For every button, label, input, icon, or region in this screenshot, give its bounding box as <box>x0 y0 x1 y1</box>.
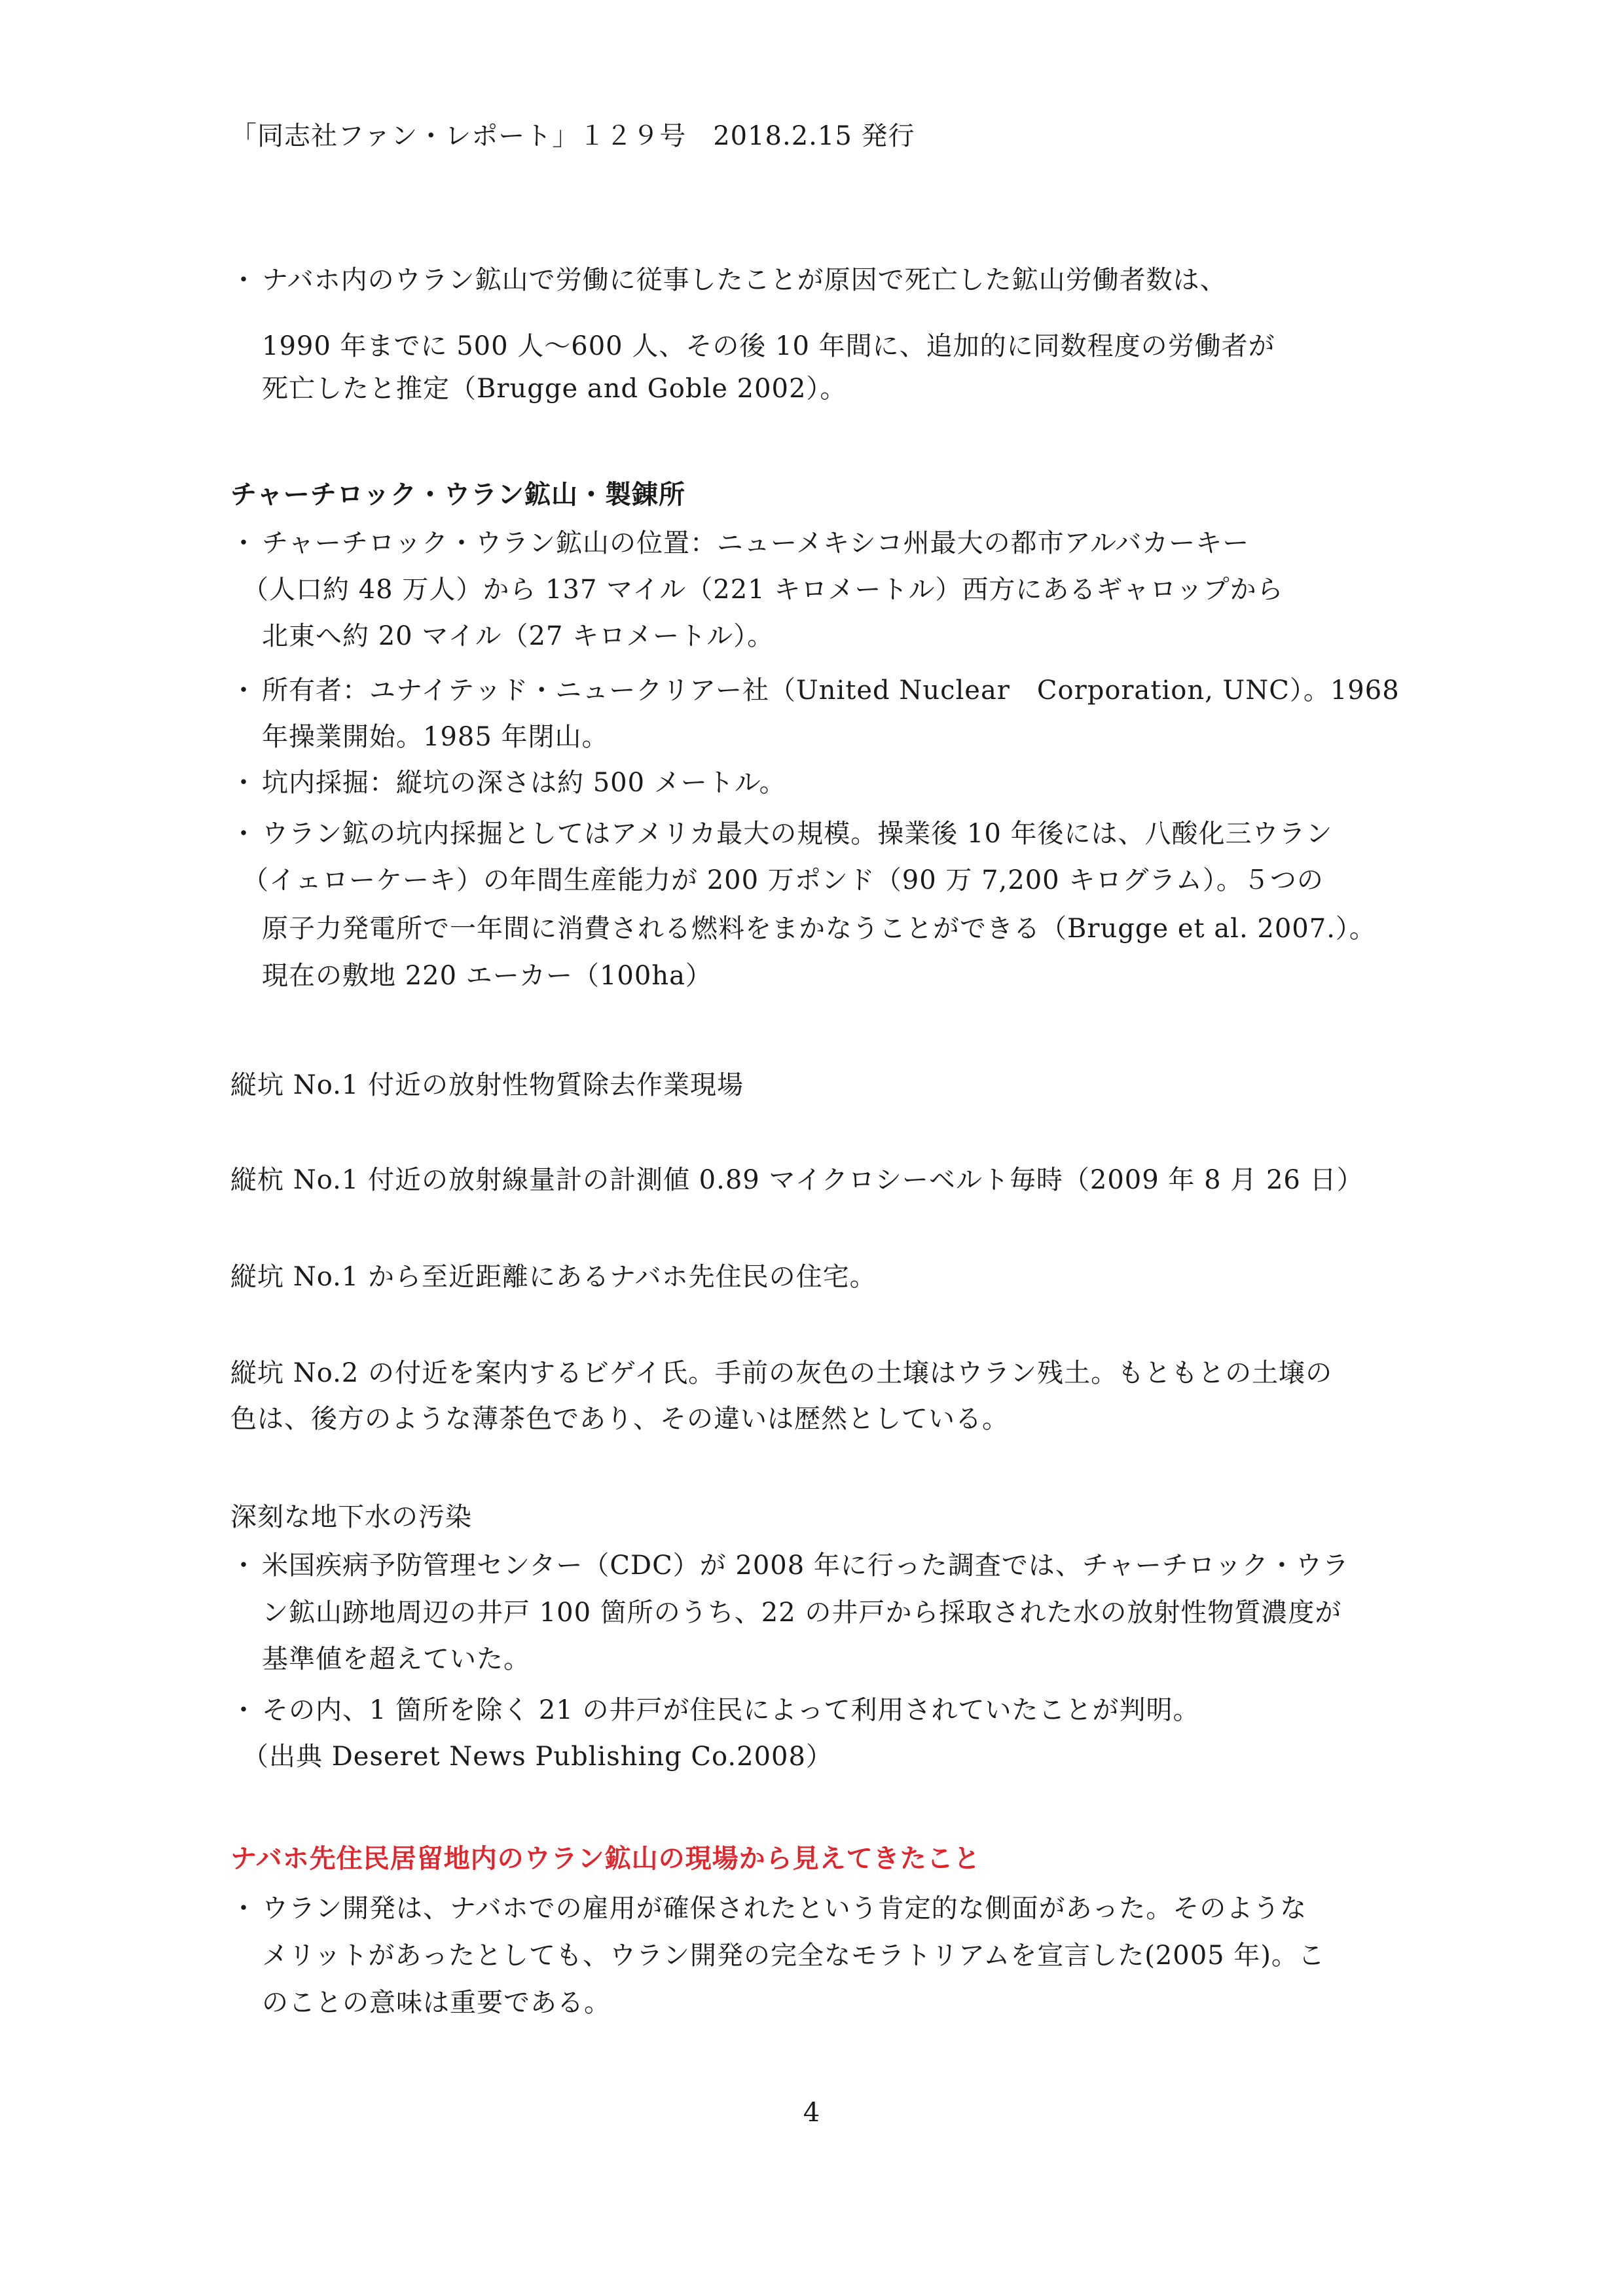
bullet-text-line: チャーチロック・ウラン鉱山の位置：ニューメキシコ州最大の都市アルバカーキー <box>262 528 1250 558</box>
bullet-marker: ・ <box>230 265 257 295</box>
page-number: 4 <box>803 2098 820 2128</box>
bullet-text-line: その内、1 箇所を除く 21 の井戸が住民によって利用されていたことが判明。 <box>262 1695 1200 1725</box>
bullet-marker: ・ <box>230 528 257 558</box>
bullet-marker: ・ <box>230 1551 257 1581</box>
bullet-text-line: 原子力発電所で一年間に消費される燃料をまかなうことができる（Brugge et al. 2007.）。 <box>262 914 1376 944</box>
caption-line: 縦坑 No.2 の付近を案内するビゲイ氏。手前の灰色の土壌はウラン残土。もともとの土壌の <box>230 1358 1333 1388</box>
bullet-text-line: のことの意味は重要である。 <box>262 1988 611 2018</box>
bullet-text-line: ナバホ内のウラン鉱山で労働に従事したことが原因で死亡した鉱山労働者数は、 <box>262 265 1227 295</box>
bullet-marker: ・ <box>230 768 257 798</box>
photo-caption: 縦杭 No.1 付近の放射線量計の計測値 0.89 マイクロシーベルト毎時（2009 年 8 月 26 日） <box>230 1165 1364 1195</box>
bullet-text-line: 1990 年までに 500 人〜600 人、その後 10 年間に、追加的に同数程度の労働者が <box>262 331 1275 361</box>
bullet-text-line: 現在の敷地 220 エーカー（100ha） <box>262 961 712 991</box>
section-heading: チャーチロック・ウラン鉱山・製錬所 <box>230 479 685 510</box>
section-heading: 深刻な地下水の汚染 <box>230 1502 472 1532</box>
bullet-text-line: 死亡したと推定（Brugge and Goble 2002）。 <box>262 374 847 404</box>
bullet-marker: ・ <box>230 1893 257 1924</box>
bullet-text-line: 北東へ約 20 マイル（27 キロメートル）。 <box>262 621 775 651</box>
photo-caption: 縦坑 No.1 から至近距離にあるナバホ先住民の住宅。 <box>230 1262 877 1292</box>
page-header: 「同志社ファン・レポート」１２９号 2018.2.15 発行 <box>230 121 915 151</box>
caption-line: 色は、後方のような薄茶色であり、その違いは歴然としている。 <box>230 1404 1009 1434</box>
bullet-text-line: 坑内採掘：縦坑の深さは約 500 メートル。 <box>262 768 786 798</box>
bullet-marker: ・ <box>230 1695 257 1725</box>
bullet-marker: ・ <box>230 819 257 849</box>
bullet-text-line: メリットがあったとしても、ウラン開発の完全なモラトリアムを宣言した(2005 年)。こ <box>262 1941 1325 1971</box>
bullet-text-line: 基準値を超えていた。 <box>262 1644 530 1674</box>
bullet-text-line: 所有者：ユナイテッド・ニュークリアー社（United Nuclear Corporation, UNC）。1968 <box>262 675 1400 706</box>
bullet-text-line: （人口約 48 万人）から 137 マイル（221 キロメートル）西方にあるギャロップから <box>242 575 1284 605</box>
section-heading-red: ナバホ先住民居留地内のウラン鉱山の現場から見えてきたこと <box>230 1843 981 1874</box>
bullet-text-line: 年操業開始。1985 年閉山。 <box>262 722 609 752</box>
bullet-text-line: 米国疾病予防管理センター（CDC）が 2008 年に行った調査では、チャーチロック・ウラ <box>262 1551 1349 1581</box>
bullet-text-line: ウラン鉱の坑内採掘としてはアメリカ最大の規模。操業後 10 年後には、八酸化三ウラン <box>262 819 1333 849</box>
bullet-text-line: ン鉱山跡地周辺の井戸 100 箇所のうち、22 の井戸から採取された水の放射性物質濃度が <box>262 1598 1342 1628</box>
bullet-text-line: ウラン開発は、ナバホでの雇用が確保されたという肯定的な側面があった。そのような <box>262 1893 1307 1924</box>
bullet-marker: ・ <box>230 675 257 706</box>
bullet-text-line: （イェローケーキ）の年間生産能力が 200 万ポンド（90 万 7,200 キログラム）。５つの <box>242 865 1324 895</box>
photo-caption: 縦坑 No.1 付近の放射性物質除去作業現場 <box>230 1070 744 1100</box>
source-citation: （出典 Deseret News Publishing Co.2008） <box>242 1742 833 1772</box>
